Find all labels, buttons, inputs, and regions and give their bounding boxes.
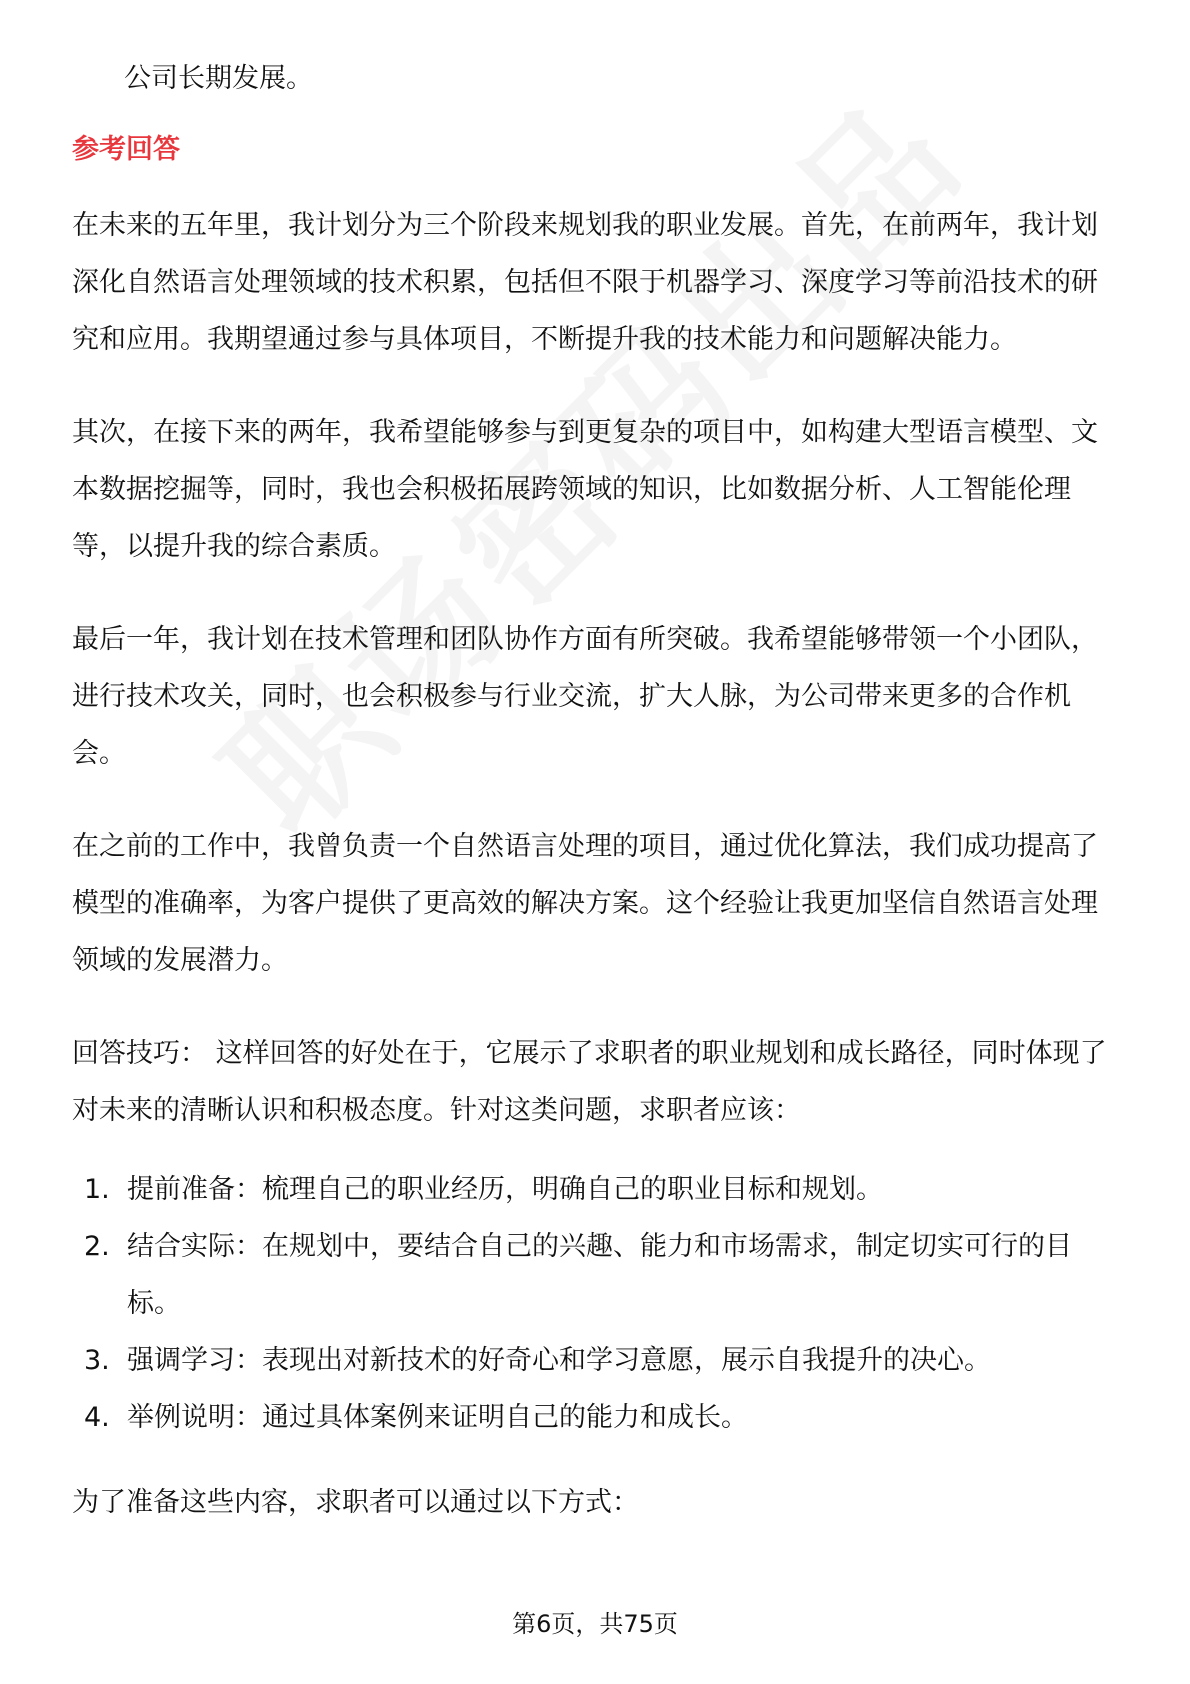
paragraph-2: 其次，在接下来的两年，我希望能够参与到更复杂的项目中，如构建大型语言模型、文本数据挖掘等，同时，我也会积极拓展跨领域的知识，比如数据分析、人工智能伦理等，以提升我的综合素质。	[72, 417, 1098, 562]
list-item-number: 3.	[84, 1345, 110, 1376]
list-item	[72, 1389, 1122, 1446]
list-item-text: 结合实际：在规划中，要结合自己的兴趣、能力和市场需求，制定切实可行的目标。	[127, 1231, 1072, 1319]
list-item	[72, 1161, 1122, 1218]
list-item-number: 4.	[84, 1402, 110, 1433]
list-item	[72, 1218, 1122, 1332]
closing-line: 为了准备这些内容，求职者可以通过以下方式：	[72, 1487, 639, 1518]
page-number-footer: 第6页，共75页	[512, 1610, 678, 1638]
list-item-number: 2.	[84, 1231, 110, 1262]
tips-list	[72, 1161, 1122, 1446]
list-item-number: 1.	[84, 1174, 110, 1205]
continuation-line: 公司长期发展。	[124, 63, 313, 94]
paragraph-3: 最后一年，我计划在技术管理和团队协作方面有所突破。我希望能够带领一个小团队，进行技术攻关，同时，也会积极参与行业交流，扩大人脉，为公司带来更多的合作机会。	[72, 624, 1098, 769]
paragraph-1: 在未来的五年里，我计划分为三个阶段来规划我的职业发展。首先，在前两年，我计划深化自然语言处理领域的技术积累，包括但不限于机器学习、深度学习等前沿技术的研究和应用。我期望通过参与具体项目，不断提升我的技术能力和问题解决能力。	[72, 210, 1098, 355]
page-content	[72, 50, 1122, 1567]
answer-tips-intro: 回答技巧： 这样回答的好处在于，它展示了求职者的职业规划和成长路径，同时体现了对未来的清晰认识和积极态度。针对这类问题，求职者应该：	[72, 1038, 1107, 1126]
list-item-text: 提前准备：梳理自己的职业经历，明确自己的职业目标和规划。	[127, 1174, 883, 1205]
list-item	[72, 1332, 1122, 1389]
list-item-text: 强调学习：表现出对新技术的好奇心和学习意愿，展示自我提升的决心。	[127, 1345, 991, 1376]
list-item-text: 举例说明：通过具体案例来证明自己的能力和成长。	[127, 1402, 748, 1433]
paragraph-4: 在之前的工作中，我曾负责一个自然语言处理的项目，通过优化算法，我们成功提高了模型的准确率，为客户提供了更高效的解决方案。这个经验让我更加坚信自然语言处理领域的发展潜力。	[72, 831, 1098, 976]
section-title: 参考回答	[72, 134, 180, 165]
